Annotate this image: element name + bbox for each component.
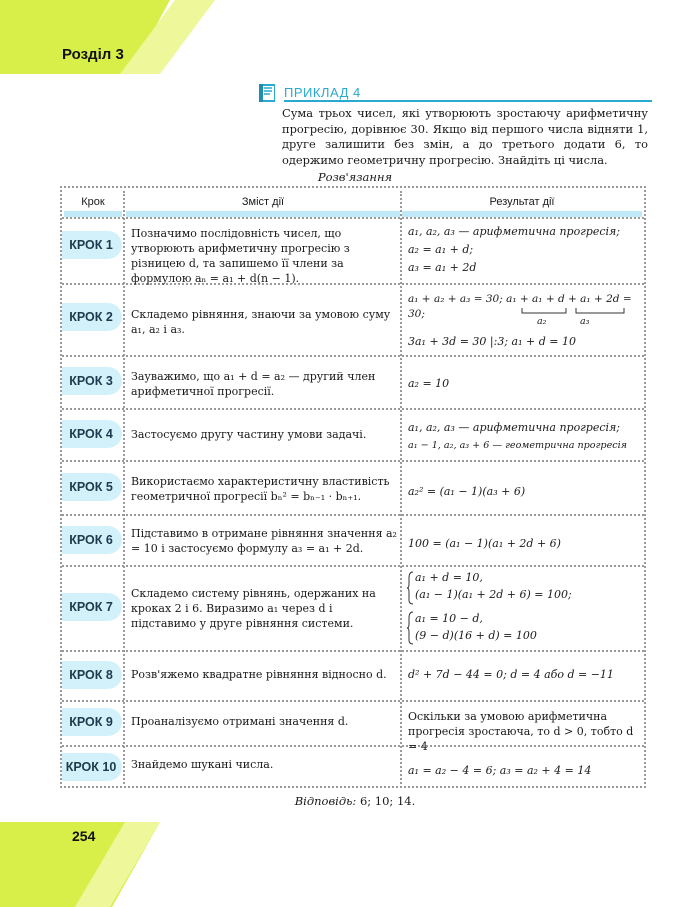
- step-4-result-line-2: a₁ − 1, a₂, a₃ + 6 — геометрична прогресія: [408, 440, 628, 451]
- step-badge-5: КРОК 5: [62, 473, 122, 501]
- header-result: [402, 191, 642, 217]
- step-2-brace-a3: a₃: [580, 316, 590, 327]
- column-divider: [123, 191, 127, 784]
- step-badge-1: КРОК 1: [62, 231, 122, 259]
- step-5-content: Використаємо характеристичну властивість геометричної прогресії bₙ² = bₙ₋₁ · bₙ₊₁.: [131, 475, 390, 503]
- step-7-result-line-4: (9 − d)(16 + d) = 100: [415, 629, 537, 642]
- answer-line: [0, 794, 690, 808]
- step-7-result-line-1: a₁ + d = 10,: [415, 571, 483, 584]
- step-badge-6: КРОК 6: [62, 526, 122, 554]
- top-decoration: [0, 0, 260, 80]
- step-1-result-line-2: a₂ = a₁ + d;: [408, 243, 474, 256]
- example-title: ПРИКЛАД 4: [284, 85, 361, 100]
- step-6-content: Підставимо в отримане рівняння значення a₂ = 10 і застосуємо формулу a₃ = a₁ + 2d.: [131, 527, 397, 555]
- example-heading: [258, 82, 654, 106]
- step-3-content: Зауважимо, що a₁ + d = a₂ — другий член арифметичної прогресії.: [131, 370, 376, 398]
- answer-value: 6; 10; 14.: [359, 794, 416, 808]
- step-8-content: Розв'яжемо квадратне рівняння відносно d.: [131, 668, 387, 681]
- book-icon: [258, 82, 278, 104]
- example-underline: [284, 100, 652, 102]
- row-divider: [62, 217, 644, 219]
- step-4-result-line-1: a₁, a₂, a₃ — арифметична прогресія;: [408, 421, 620, 434]
- step-10-result: a₁ = a₂ − 4 = 6; a₃ = a₂ + 4 = 14: [408, 764, 592, 777]
- step-2-brace-a2: a₂: [537, 316, 547, 327]
- system-braces: [407, 570, 415, 646]
- step-2-result-line-2: 3a₁ + 3d = 30 |:3; a₁ + d = 10: [408, 335, 576, 348]
- step-8-result: d² + 7d − 44 = 0; d = 4 або d = −11: [408, 668, 614, 681]
- step-4-content: Застосуємо другу частину умови задачі.: [131, 428, 367, 441]
- step-7-result-line-2: (a₁ − 1)(a₁ + 2d + 6) = 100;: [415, 588, 572, 601]
- step-badge-7: КРОК 7: [62, 593, 122, 621]
- header-step: [64, 191, 122, 217]
- problem-text: Сума трьох чисел, які утворюють зростаючу арифметичну прогресію, дорівнює 30. Якщо від першого числа відняти 1, друге залишити без змін, а до третього додати 6, то одержимо геометричну прогресію. Знайдіть ці числа.: [282, 106, 648, 167]
- step-5-result: a₂² = (a₁ − 1)(a₃ + 6): [408, 485, 526, 498]
- row-divider: [62, 650, 644, 652]
- step-badge-2: КРОК 2: [62, 303, 122, 331]
- step-9-result: Оскільки за умовою арифметична прогресія зростаюча, то d > 0, тобто d = 4: [408, 710, 634, 753]
- step-badge-3: КРОК 3: [62, 367, 122, 395]
- step-10-content: Знайдемо шукані числа.: [131, 758, 274, 771]
- step-badge-4: КРОК 4: [62, 420, 122, 448]
- solution-label: Розв'язання: [317, 170, 393, 184]
- step-2-content: Складемо рівняння, знаючи за умовою суму a₁, a₂ і a₃.: [131, 308, 391, 336]
- answer-label: Відповідь:: [294, 794, 357, 808]
- step-1-result-line-3: a₃ = a₁ + 2d: [408, 261, 477, 274]
- step-6-result: 100 = (a₁ − 1)(a₁ + 2d + 6): [408, 537, 561, 550]
- step-badge-10: КРОК 10: [62, 753, 122, 781]
- step-3-result: a₂ = 10: [408, 377, 450, 390]
- step-1-content: Позначимо послідовність чисел, що утворюють арифметичну прогресію з різницею d, та запишемо її члени за формулою aₙ = a₁ + d(n − 1).: [131, 227, 350, 285]
- row-divider: [62, 355, 644, 357]
- step-1-result-line-1: a₁, a₂, a₃ — арифметична прогресія;: [408, 225, 620, 238]
- row-divider: [62, 565, 644, 567]
- row-divider: [62, 408, 644, 410]
- chapter-label: Розділ 3: [62, 46, 124, 63]
- step-badge-9: КРОК 9: [62, 708, 122, 736]
- step-9-content: Проаналізуємо отримані значення d.: [131, 715, 349, 728]
- row-divider: [62, 460, 644, 462]
- step-7-content: Складемо систему рівнянь, одержаних на кроках 2 і 6. Виразимо a₁ через d і підставимо у друге рівняння системи.: [131, 587, 376, 630]
- step-7-result-line-3: a₁ = 10 − d,: [415, 612, 483, 625]
- column-divider: [400, 191, 404, 784]
- step-badge-8: КРОК 8: [62, 661, 122, 689]
- row-divider: [62, 514, 644, 516]
- step-2-result-line-1: a₁ + a₂ + a₃ = 30; a₁ + a₁ + d + a₁ + 2d = 30;: [408, 293, 632, 320]
- row-divider: [62, 700, 644, 702]
- header-step-label: Крок: [81, 196, 105, 208]
- header-content-label: Зміст дії: [241, 196, 285, 208]
- header-content: [126, 191, 400, 217]
- header-result-label: Результат дії: [489, 196, 555, 208]
- page-number: 254: [72, 828, 96, 844]
